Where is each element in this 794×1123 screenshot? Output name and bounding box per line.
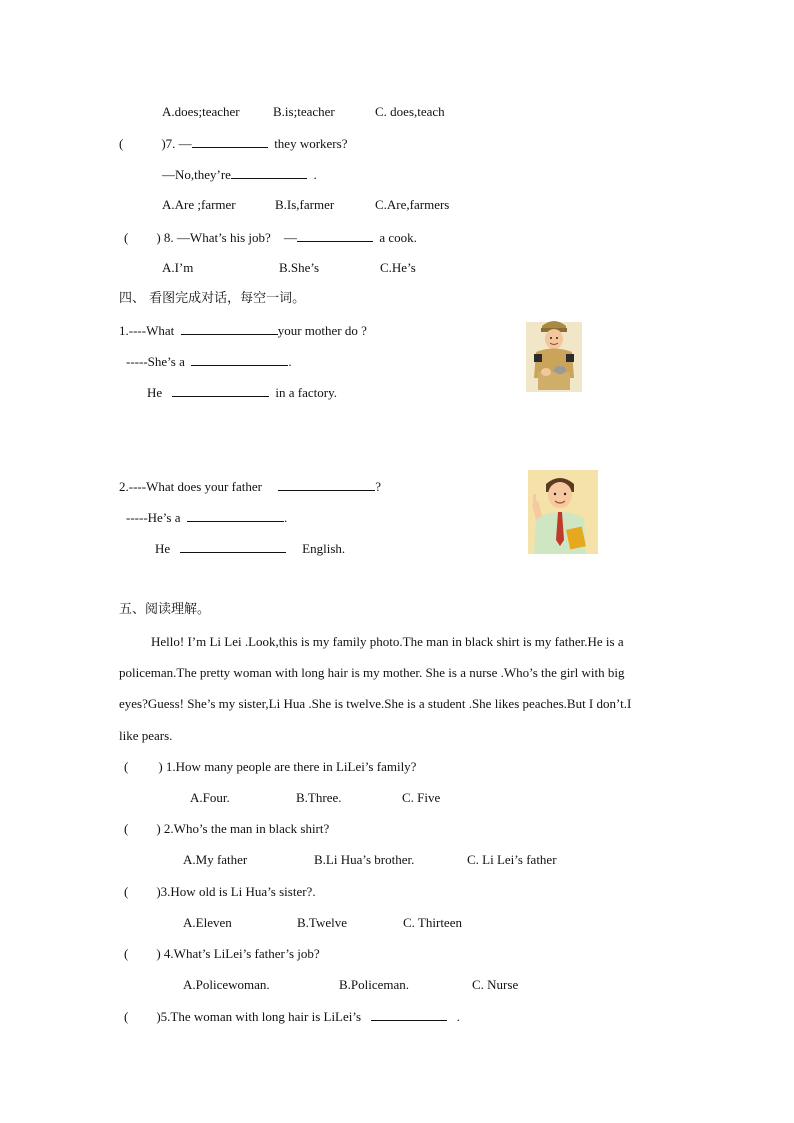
q7-number: )7. — (161, 136, 192, 151)
dialogue-text: in a factory. (275, 385, 338, 400)
factory-worker-illustration (526, 312, 582, 392)
answer-blank[interactable] (192, 135, 268, 148)
q6-option-a: A.does;teacher (162, 104, 240, 119)
question-text: ) 4.What’s LiLei’s father’s job? (156, 946, 320, 961)
dialogue-text: 2.----What does your father (119, 479, 262, 494)
q7-option-c: C.Are,farmers (375, 197, 450, 212)
passage-line-3: eyes?Guess! She’s my sister,Li Hua .She is twelve.She is a student .She likes peaches.But I don’t.I (119, 696, 632, 711)
q8-dash: — (283, 230, 297, 245)
reading-question-1 (124, 759, 416, 775)
answer-blank[interactable] (278, 478, 375, 491)
q4-option-c: C. Nurse (472, 977, 519, 992)
q7-stem (119, 135, 347, 152)
q7-option-a: A.Are ;farmer (162, 197, 236, 212)
dialogue-text: -----He’s a (126, 510, 181, 525)
answer-blank[interactable] (172, 384, 269, 397)
q8-stem (124, 229, 417, 246)
q7-reply (162, 166, 317, 183)
reading-question-5 (124, 1008, 460, 1025)
q3-option-b: B.Twelve (297, 915, 347, 930)
dialogue-2-line-2 (126, 509, 287, 526)
answer-paren-open: ( (124, 1009, 129, 1024)
q7-reply-end: . (313, 167, 317, 182)
q4-option-b: B.Policeman. (339, 977, 410, 992)
dialogue-2-line-1 (119, 478, 381, 495)
dialogue-1-line-1 (119, 322, 367, 339)
reading-question-3 (124, 884, 316, 900)
dialogue-text: . (284, 510, 288, 525)
answer-blank[interactable] (371, 1008, 447, 1021)
passage-line-2: policeman.The pretty woman with long hair is my mother. She is a nurse .Who’s the girl with big (119, 665, 625, 680)
dialogue-text: English. (302, 541, 346, 556)
reading-question-2 (124, 821, 329, 837)
section-4-title: 四、 看图完成对话，每空一词。 (119, 291, 306, 306)
reading-question-4 (124, 946, 320, 962)
q7-option-b: B.Is,farmer (275, 197, 335, 212)
answer-blank[interactable] (181, 322, 278, 335)
question-text: )5.The woman with long hair is LiLei’s (156, 1009, 362, 1024)
q2-option-a: A.My father (183, 852, 248, 867)
q8-question-text: ) 8. —What’s his job? (156, 230, 271, 245)
answer-blank[interactable] (297, 229, 373, 242)
dialogue-text: 1.----What (119, 323, 175, 338)
q1-option-c: C. Five (402, 790, 441, 805)
q6-option-b: B.is;teacher (273, 104, 335, 119)
dialogue-text: ? (375, 479, 381, 494)
question-text: ) 2.Who’s the man in black shirt? (156, 821, 330, 836)
question-text: )3.How old is Li Hua’s sister?. (156, 884, 316, 899)
dialogue-text: your mother do ? (277, 323, 367, 338)
passage-line-1: Hello! I’m Li Lei .Look,this is my family photo.The man in black shirt is my father.He is a (151, 634, 624, 649)
answer-blank[interactable] (231, 166, 307, 179)
answer-blank[interactable] (191, 353, 288, 366)
q6-option-c: C. does,teach (375, 104, 445, 119)
dialogue-1-line-2 (126, 353, 292, 370)
dialogue-2-line-3 (155, 540, 345, 557)
question-end: . (456, 1009, 460, 1024)
dialogue-text: -----She’s a (126, 354, 185, 369)
q7-question-text: they workers? (274, 136, 348, 151)
q8-option-b: B.She’s (279, 260, 320, 275)
dialogue-text: He (155, 541, 171, 556)
answer-blank[interactable] (180, 540, 286, 553)
q2-option-c: C. Li Lei’s father (467, 852, 557, 867)
dialogue-text: . (288, 354, 292, 369)
answer-paren-open: ( (124, 884, 129, 899)
answer-paren-open: ( (124, 821, 129, 836)
q1-option-b: B.Three. (296, 790, 342, 805)
q1-option-a: A.Four. (190, 790, 230, 805)
q3-option-a: A.Eleven (183, 915, 232, 930)
passage-line-4: like pears. (119, 728, 173, 743)
answer-paren-open: ( (124, 946, 129, 961)
dialogue-text: He (147, 385, 163, 400)
question-text: ) 1.How many people are there in LiLei’s family? (158, 759, 417, 774)
teacher-illustration (524, 470, 600, 554)
section-5-title: 五、阅读理解。 (119, 602, 211, 617)
q7-reply-text: —No,they’re (162, 167, 231, 182)
q8-answer-tail: a cook. (379, 230, 417, 245)
q4-option-a: A.Policewoman. (183, 977, 270, 992)
q8-option-c: C.He’s (380, 260, 416, 275)
answer-paren-open: ( (124, 230, 129, 245)
q8-option-a: A.I’m (162, 260, 194, 275)
answer-paren-open: ( (124, 759, 129, 774)
q2-option-b: B.Li Hua’s brother. (314, 852, 415, 867)
dialogue-1-line-3 (147, 384, 337, 401)
answer-paren-open: ( (119, 136, 124, 151)
q3-option-c: C. Thirteen (403, 915, 462, 930)
answer-blank[interactable] (187, 509, 284, 522)
